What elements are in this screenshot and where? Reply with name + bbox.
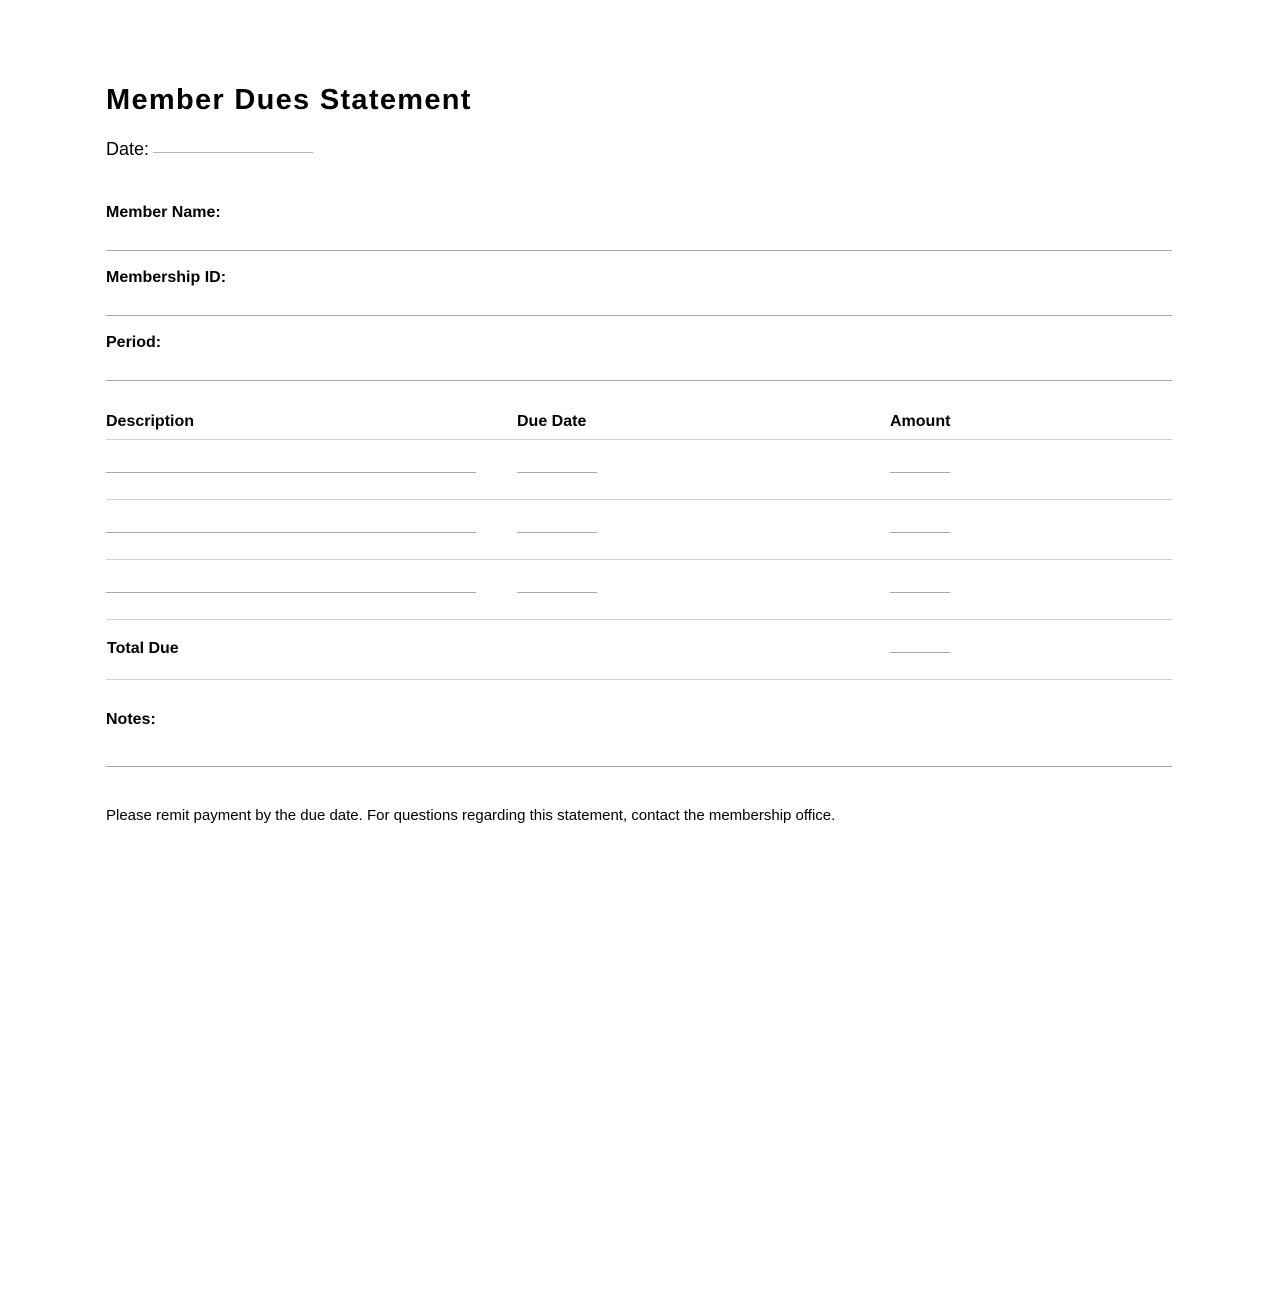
- total-due-label: Total Due: [107, 640, 179, 657]
- date-label: Date:: [106, 139, 150, 159]
- amount-blank-line[interactable]: [890, 532, 950, 533]
- period-label: Period:: [106, 334, 162, 351]
- description-blank-line[interactable]: [106, 532, 476, 533]
- date-blank-line[interactable]: [153, 152, 313, 153]
- membership-id-label: Membership ID:: [106, 269, 227, 286]
- membership-id-field[interactable]: [106, 250, 1172, 316]
- description-blank-line[interactable]: [106, 592, 476, 593]
- table-row: [106, 560, 1172, 620]
- due-date-column-header: Due Date: [517, 413, 587, 430]
- total-due-row: [106, 620, 1172, 680]
- description-column-header: Description: [106, 413, 195, 430]
- notes-label: Notes:: [106, 711, 156, 728]
- description-blank-line[interactable]: [106, 472, 476, 473]
- member-name-label: Member Name:: [106, 204, 221, 221]
- payment-instructions: Please remit payment by the due date. For questions regarding this statement, contact the membership office.: [106, 807, 836, 824]
- amount-column-header: Amount: [890, 413, 951, 430]
- dues-table-header: [106, 410, 1172, 440]
- amount-blank-line[interactable]: [890, 592, 950, 593]
- table-row: [106, 500, 1172, 560]
- page-title: Member Dues Statement: [106, 84, 472, 116]
- due-date-blank-line[interactable]: [517, 532, 597, 533]
- due-date-blank-line[interactable]: [517, 472, 597, 473]
- total-amount-blank-line[interactable]: [890, 652, 950, 653]
- due-date-blank-line[interactable]: [517, 592, 597, 593]
- member-name-field[interactable]: [106, 185, 1172, 251]
- period-field[interactable]: [106, 315, 1172, 381]
- table-row: [106, 440, 1172, 500]
- amount-blank-line[interactable]: [890, 472, 950, 473]
- notes-field[interactable]: [106, 680, 1172, 767]
